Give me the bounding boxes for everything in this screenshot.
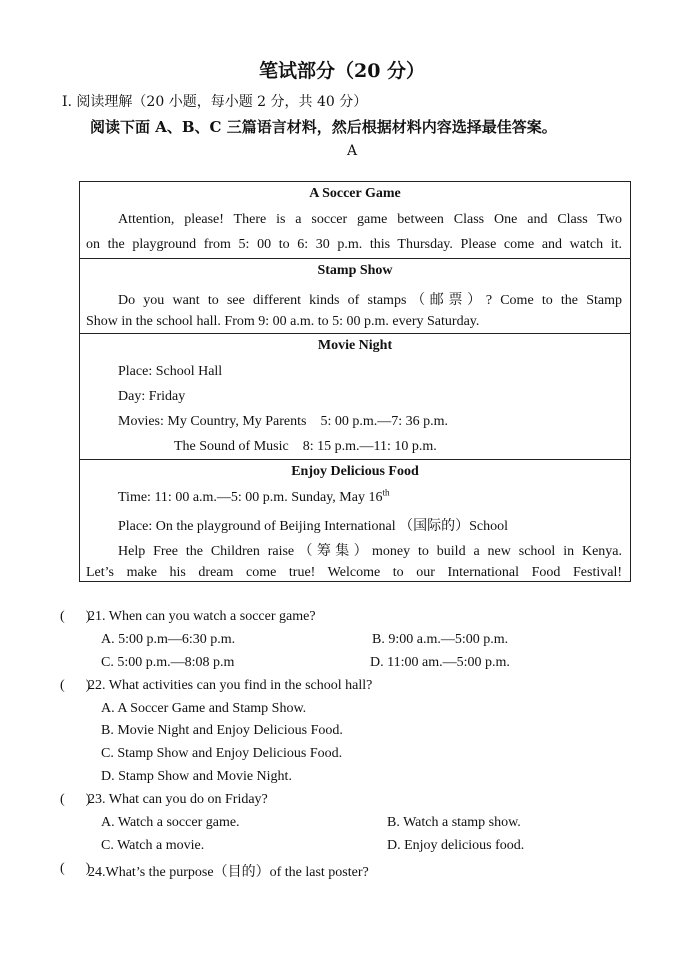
poster-text: Let’s make his dream come true! Welcome to our International Food Festival! <box>86 565 622 580</box>
instruction: 阅读下面 A、B、C 三篇语言材料，然后根据材料内容选择最佳答案。 <box>90 118 557 136</box>
option[interactable]: B. Watch a stamp show. <box>387 815 521 830</box>
answer-blank[interactable]: ( ) <box>60 792 91 807</box>
option[interactable]: D. Stamp Show and Movie Night. <box>101 769 292 784</box>
poster-text: Attention, please! There is a soccer game between Class One and Class Two <box>118 212 622 227</box>
poster-text: Day: Friday <box>118 389 186 404</box>
option[interactable]: A. 5:00 p.m—6:30 p.m. <box>101 632 236 647</box>
option[interactable]: C. Watch a movie. <box>101 838 205 853</box>
question-stem: 21. When can you watch a soccer game? <box>88 609 316 624</box>
option[interactable]: C. 5:00 p.m.—8:08 p.m <box>101 655 235 670</box>
poster-text: Do you want to see different kinds of stamps（邮票）? Come to the Stamp <box>118 293 622 308</box>
answer-blank[interactable]: ( ) <box>60 678 91 693</box>
question-stem: 23. What can you do on Friday? <box>88 792 268 807</box>
passage-label: A <box>346 143 358 159</box>
poster-title: A Soccer Game <box>309 186 401 201</box>
poster-text: Place: School Hall <box>118 364 223 379</box>
option[interactable]: B. 9:00 a.m.—5:00 p.m. <box>372 632 509 647</box>
poster-text: Place: On the playground of Beijing International （国际的）School <box>118 519 508 534</box>
section-heading: Ⅰ. 阅读理解（20 小题，每小题 2 分，共 40 分） <box>62 94 368 110</box>
answer-blank[interactable]: ( ) <box>60 609 91 624</box>
option[interactable]: A. Watch a soccer game. <box>101 815 240 830</box>
poster-food <box>80 459 630 584</box>
poster-movie <box>80 333 630 460</box>
poster-stamp <box>80 258 630 334</box>
option[interactable]: D. Enjoy delicious food. <box>387 838 525 853</box>
poster-text: Time: 11: 00 a.m.—5: 00 p.m. Sunday, May 16th <box>118 487 390 505</box>
option[interactable]: C. Stamp Show and Enjoy Delicious Food. <box>101 746 343 761</box>
poster-box <box>79 181 631 582</box>
option[interactable]: B. Movie Night and Enjoy Delicious Food. <box>101 723 343 738</box>
poster-title: Enjoy Delicious Food <box>291 464 419 479</box>
poster-text: The Sound of Music 8: 15 p.m.—11: 10 p.m. <box>174 439 437 454</box>
poster-title: Stamp Show <box>317 263 393 278</box>
question-stem: 24.What’s the purpose（目的）of the last poster? <box>88 865 369 880</box>
poster-text: on the playground from 5: 00 to 6: 30 p.m. this Thursday. Please come and watch it. <box>86 237 622 252</box>
answer-blank[interactable]: ( ) <box>60 861 91 876</box>
question-stem: 22. What activities can you find in the school hall? <box>88 678 373 693</box>
option[interactable]: D. 11:00 am.—5:00 p.m. <box>370 655 510 670</box>
poster-soccer <box>80 182 630 258</box>
poster-text: Show in the school hall. From 9: 00 a.m. to 5: 00 p.m. every Saturday. <box>86 314 480 329</box>
poster-title: Movie Night <box>317 338 393 353</box>
poster-text: Help Free the Children raise（筹集）money to build a new school in Kenya. <box>118 544 622 559</box>
page-title: 笔试部分（20 分） <box>258 60 426 82</box>
option[interactable]: A. A Soccer Game and Stamp Show. <box>101 701 307 716</box>
poster-text: Movies: My Country, My Parents 5: 00 p.m.—7: 36 p.m. <box>118 414 449 429</box>
